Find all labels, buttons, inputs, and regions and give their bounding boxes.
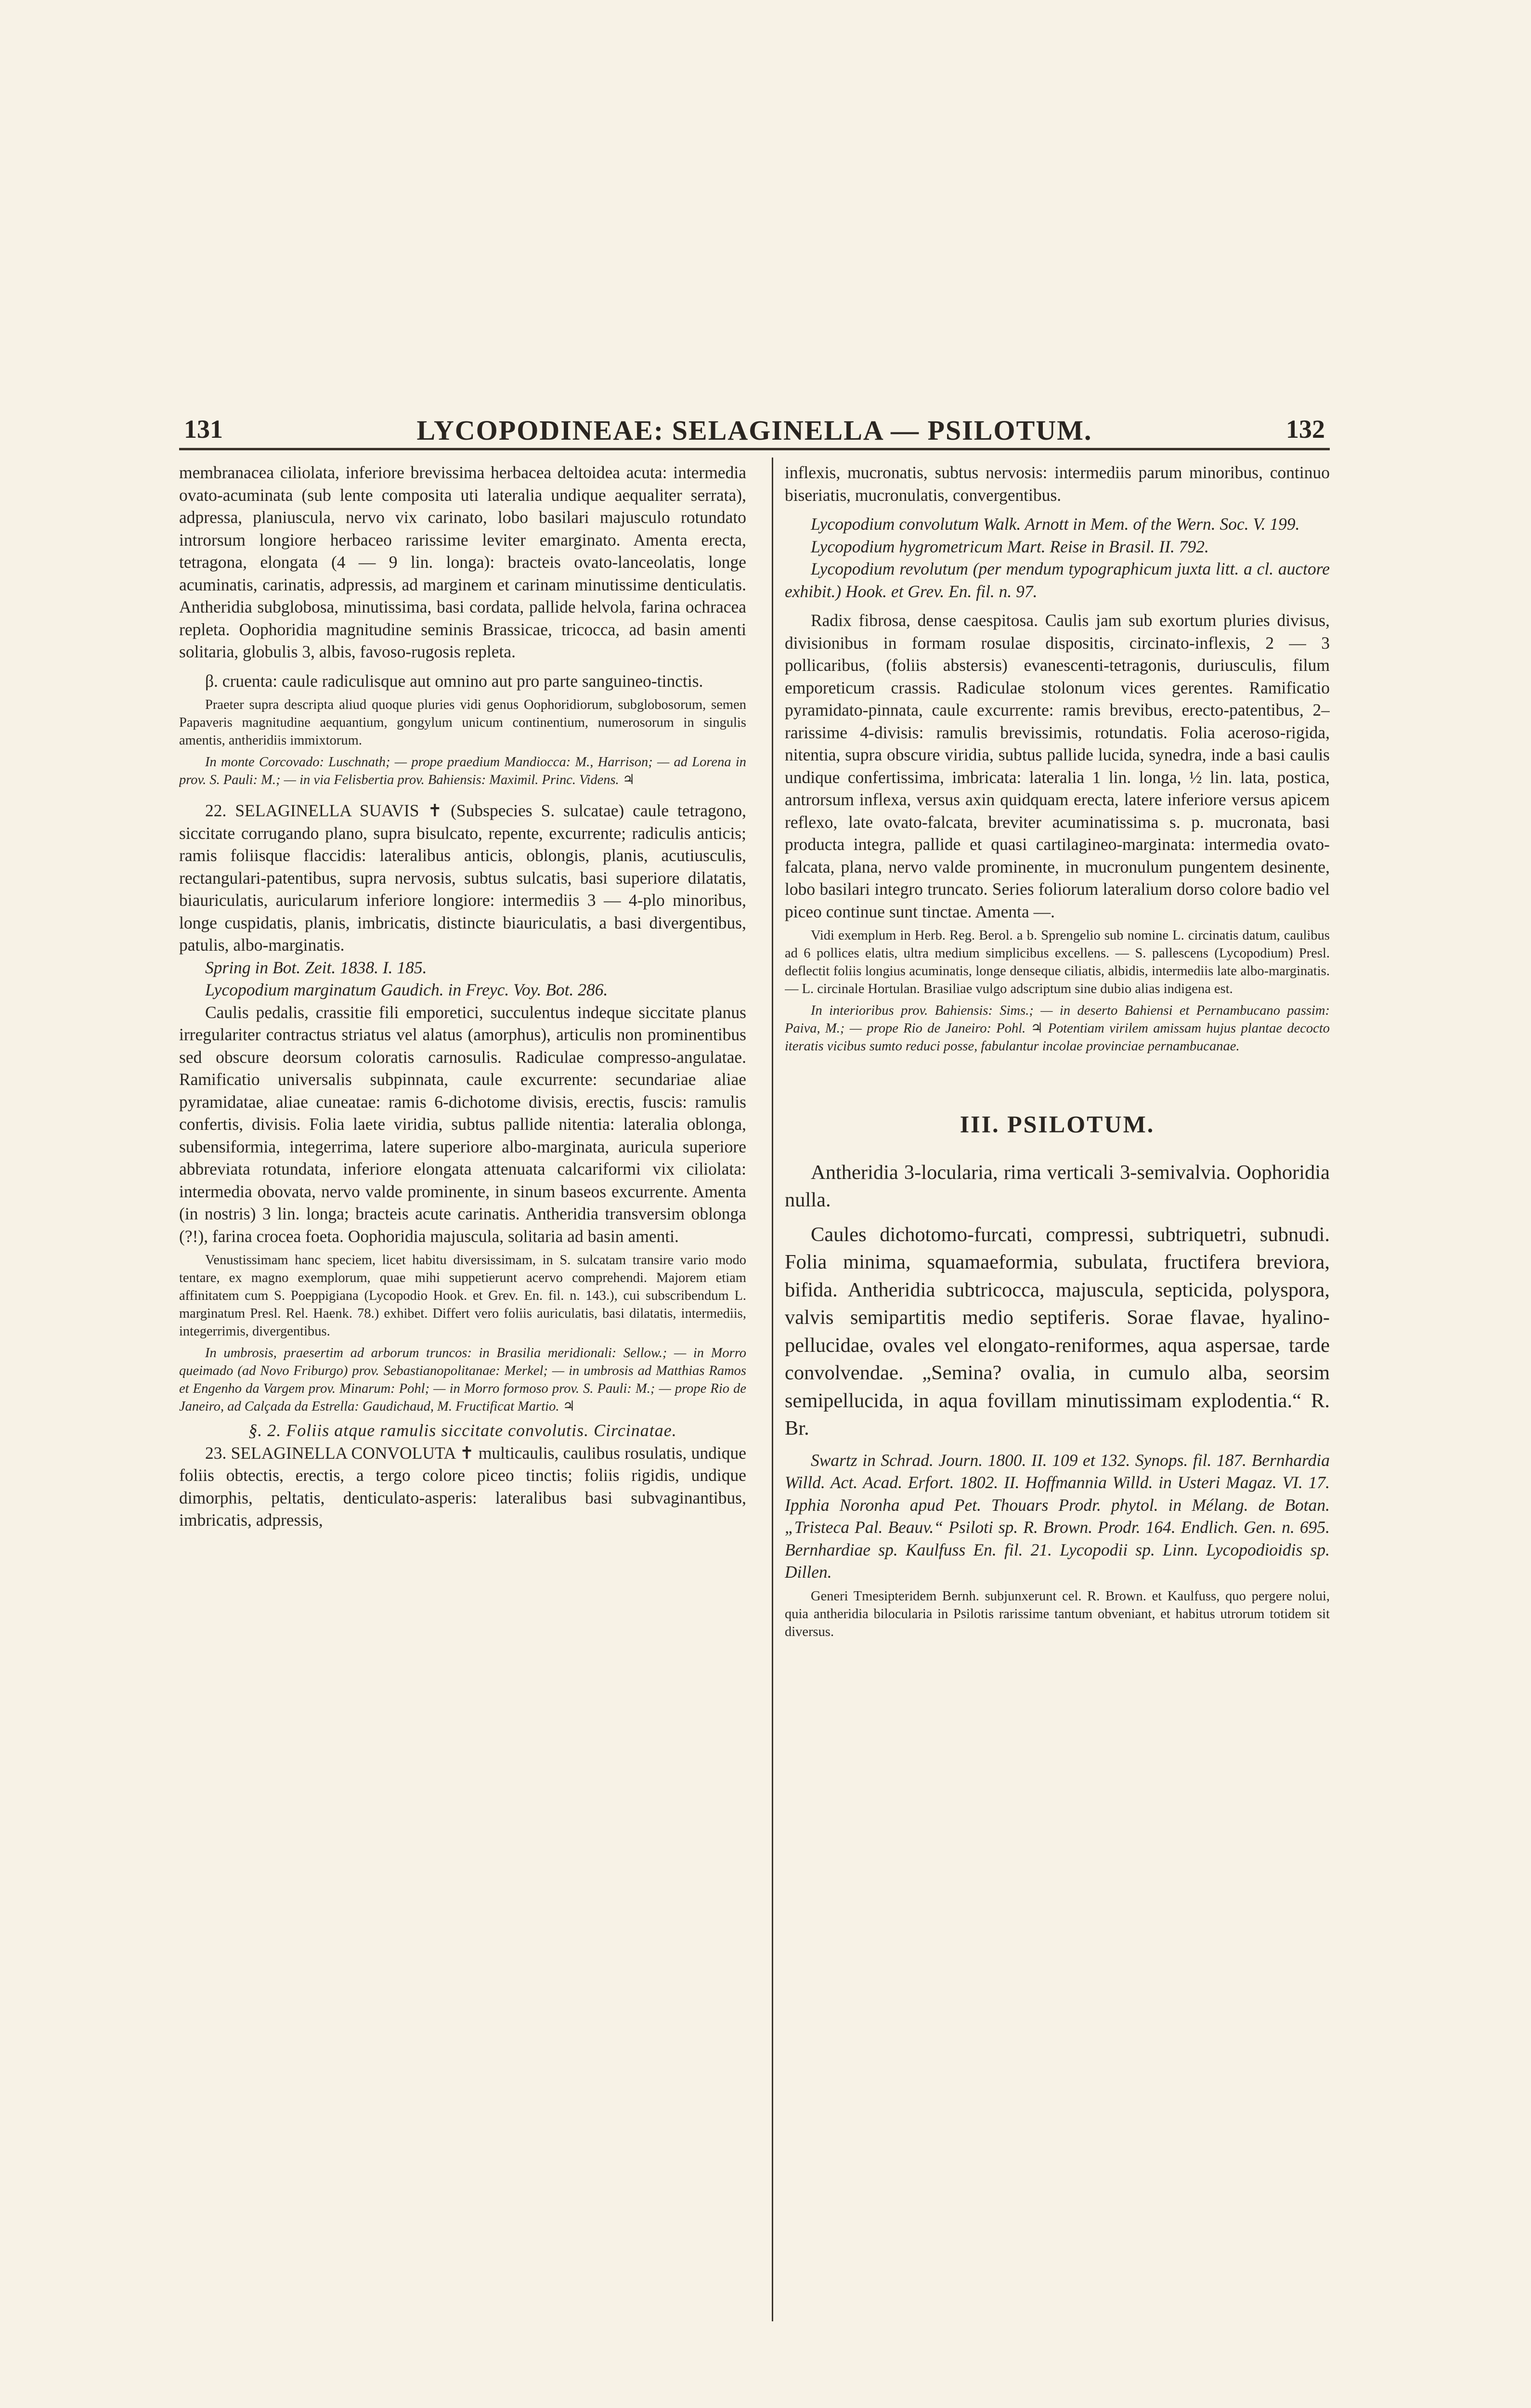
citation: Lycopodium revolutum (per mendum typographicum juxta litt. a cl. auctore exhibit.) Hook. et Grev. En. fil. n. 97. <box>785 559 1330 601</box>
citation: Spring in Bot. Zeit. 1838. I. 185. <box>205 957 427 977</box>
synonymy: Swartz in Schrad. Journ. 1800. II. 109 et 132. Synops. fil. 187. Bernhardia Willd. Act. Acad. Erfort. 1802. II. Hoffmannia Willd. in Usteri Magaz. VI. 17. Ipphia Noronha apud Pet. Thouars Prodr. phytol. in Mélang. de Botan. „Tristeca Pal. Beauv.“ Psiloti sp. R. Brown. Prodr. 164. Endlich. Gen. n. 695. Bernhardiae sp. Kaulfuss En. fil. 21. Lycopodii sp. Linn. Lycopodioidis sp. Dillen. <box>785 1450 1330 1582</box>
right-column <box>785 461 1330 2316</box>
genus-character: Antheridia 3-locularia, rima verticali 3-semivalvia. Oophoridia nulla. <box>785 1161 1330 1211</box>
note: Generi Tmesipteridem Bernh. subjunxerunt cel. R. Brown. et Kaulfuss, quo pergere nolui, quia antheridia bilocularia in Psilotis rarissime tantum obveniant, et habitus utrorum totidem sit diversus. <box>785 1588 1330 1639</box>
citation: Lycopodium convolutum Walk. Arnott in Mem. of the Wern. Soc. V. 199. <box>811 514 1300 534</box>
citation: Lycopodium marginatum Gaudich. in Freyc. Voy. Bot. 286. <box>205 980 608 999</box>
note: Praeter supra descripta aliud quoque pluries vidi genus Oophoridiorum, subglobosorum, semen Papaveris magnitudine aequantium, gongylum unicum continentium, numerosorum in singulis amentis, antheridiis immixtorum. <box>179 697 746 748</box>
running-title: LYCOPODINEAE: SELAGINELLA — PSILOTUM. <box>416 415 1092 446</box>
locality-note: In interioribus prov. Bahiensis: Sims.; — in deserto Bahiensi et Pernambucano passim: Paiva, M.; — prope Rio de Janeiro: Pohl. ♃ Potentiam virilem amissam hujus plantae decocto iteratis vicibus sumto reduci posse, fabulantur incolae provinciae pernambucanae. <box>785 1003 1330 1054</box>
note: Venustissimam hanc speciem, licet habitu diversissimam, in S. sulcatam transire vario modo tentare, ex magno exemplorum, quae mihi suppetierunt acervo comprehendi. Majorem etiam affinitatem cum S. Poeppigiana (Lycopodio Hook. et Grev. En. fil. n. 143.), cui subscribendum L. marginatum Presl. Rel. Haenk. 78.) exhibet. Differt vero foliis auriculatis, basi dilatatis, intermediis, integerrimis, divergentibus. <box>179 1253 746 1339</box>
section-heading: III. PSILOTUM. <box>960 1111 1155 1138</box>
locality-note: In monte Corcovado: Luschnath; — prope praedium Mandiocca: M., Harrison; — ad Lorena in prov. S. Pauli: M.; — in via Felisbertia prov. Bahiensis: Maximil. Princ. Videns. ♃ <box>179 755 746 787</box>
description: Radix fibrosa, dense caespitosa. Caulis jam sub exortum pluries divisus, divisionibus in formam rosulae dispositis, circinato-inflexis, 2 — 3 pollicaribus, (foliis abstersis) evanescenti-tetragonis, duriusculis, filum emporeticum crassis. Radiculae stolonum vices gerentes. Ramificatio pyramidato-pinnata, caule excurrente: ramis brevibus, erecto-patentibus, 2– rarissime 4-divisis: ramulis brevissimis, rotundatis. Folia aceroso-rigida, nitentia, supra obscure viridia, subtus pallide lucida, synedra, inde a basi caulis undique confertissima, imbricata: lateralia 1 lin. longa, ½ lin. lata, postica, antrorsum inflexa, versus axin quidquam erecta, latere inferiore versus apicem reflexo, late ovato-falcata, breviter acuminatissima s. p. mucronata, basi producta integra, pallide et quasi cartilagineo-marginata: intermedia ovato-falcata, plana, nervo valde prominente, in mucronulum pungentem desinente, lobo basilari integro truncato. Series foliorum lateralium dorso colore badio vel piceo continue sunt tinctae. Amenta —. <box>785 611 1330 921</box>
note: Vidi exemplum in Herb. Reg. Berol. a b. Sprengelio sub nomine L. circinatis datum, caulibus ad 6 pollices elatis, ultra medium simplicibus excellens. — S. pallescens (Lycopodium) Presl. deflectit foliis longius acuminatis, longe denseque ciliatis, albidis, intermediis late albo-marginatis. — L. circinale Hortulan. Brasiliae vulgo adscriptum sine dubio alias indigena est. <box>785 928 1330 996</box>
column-divider <box>772 458 773 2321</box>
genus-description: Caules dichotomo-furcati, compressi, subtriquetri, subnudi. Folia minima, squamaeformia, subulata, fructifera breviora, bifida. Antheridia subtricocca, majuscula, septicida, polyspora, valvis semipartitis medio septiferis. Sorae flavae, hyalino-pellucidae, ovales vel elongato-reniformes, aqua aspersae, tarde convolvendae. „Semina? ovalia, in cumulo alba, seorsim semipellucida, in aqua fovillam minutissimam explodentia.“ R. Br. <box>785 1223 1330 1440</box>
species-entry: 22. SELAGINELLA SUAVIS ✝ (Subspecies S. sulcatae) caule tetragono, siccitate corrugando plano, supra bisulcato, repente, excurrente; radiculis anticis; ramis foliisque flaccidis: lateralibus anticis, oblongis, planis, acutiusculis, rectangulari-patentibus, supra nervosis, subtus sulcatis, basi superiore dilatatis, biauriculatis, auricularum inferiore longiore: intermediis 3 — 4-plo minoribus, longe cuspidatis, planis, imbricatis, distincte biauriculatis, a basi divergentibus, patulis, albo-marginatis. <box>179 801 746 955</box>
left-column <box>179 461 746 2316</box>
page-number-right: 132 <box>1286 415 1325 444</box>
species-entry: 23. SELAGINELLA CONVOLUTA ✝ multicaulis, caulibus rosulatis, undique foliis obtectis, erectis, a tergo colore piceo tinctis; foliis rigidis, undique dimorphis, peltatis, denticulato-asperis: lateralibus basi subvaginantibus, imbricatis, adpressis, <box>179 1443 746 1530</box>
division-heading: §. 2. Foliis atque ramulis siccitate convolutis. Circinatae. <box>248 1421 677 1440</box>
paragraph: membranacea ciliolata, inferiore brevissima herbacea deltoidea acuta: intermedia ovato-acuminata (sub lente composita uti lateralia undique aequaliter serrata), adpressa, planiuscula, nervo vix carinato, lobo basilari majusculo rotundato introrsum longiore herbaceo rarissime leviter emarginato. Amenta erecta, tetragona, elongata (4 — 9 lin. longa): bracteis ovato-lanceolatis, longe acuminatis, carinatis, adpressis, ad marginem et carinam minutissime denticulatis. Antheridia subglobosa, minutissima, basi cordata, pallide helvola, farina ochracea repleta. Oophoridia magnitudine seminis Brassicae, tricocca, ad basin amenti solitaria, globulis 3, albis, favoso-rugosis repleta. <box>179 463 746 661</box>
header-rule <box>179 448 1330 450</box>
page-header <box>179 414 1330 453</box>
description: Caulis pedalis, crassitie fili emporetici, succulentus indeque siccitate planus irregulariter contractus striatus vel alatus (amorphus), articulis non prominentibus sed obscure deorsum coloratis carnosulis. Radiculae compresso-angulatae. Ramificatio universalis subpinnata, caule excurrente: secundariae aliae pyramidatae, aliae cuneatae: ramis 6-dichotome divisis, erectis, fuscis: ramulis confertis, divisis. Folia laete viridia, subtus pallide nitentia: lateralia oblonga, subensiformia, integerrima, latere superiore albo-marginata, auricula superiore abbreviata rotundata, inferiore elongata attenuata calcariformi vix ciliolata: intermedia obovata, nervo valde prominente, in sinum baseos excurrente. Amenta (in nostris) 3 lin. longa; bracteis acute carinatis. Antheridia transversim oblonga (?!), farina crocea foeta. Oophoridia majuscula, solitaria ad basin amenti. <box>179 1002 746 1246</box>
paragraph: inflexis, mucronatis, subtus nervosis: intermediis parum minoribus, continuo biseriatis, mucronulatis, convergentibus. <box>785 463 1330 505</box>
citation: Lycopodium hygrometricum Mart. Reise in Brasil. II. 792. <box>811 537 1209 556</box>
locality-note: In umbrosis, praesertim ad arborum truncos: in Brasilia meridionali: Sellow.; — in Morro queimado (ad Novo Friburgo) prov. Sebastianopolitanae: Merkel; — in umbrosis ad Matthias Ramos et Engenho da Vargem prov. Minarum: Pohl; — in Morro formoso prov. S. Pauli: M.; — prope Rio de Janeiro, ad Calçada da Estrella: Gaudichaud, M. Fructificat Martio. ♃ <box>179 1346 746 1414</box>
page-number-left: 131 <box>184 415 223 444</box>
paragraph: β. cruenta: caule radiculisque aut omnino aut pro parte sanguineo-tinctis. <box>205 671 703 691</box>
